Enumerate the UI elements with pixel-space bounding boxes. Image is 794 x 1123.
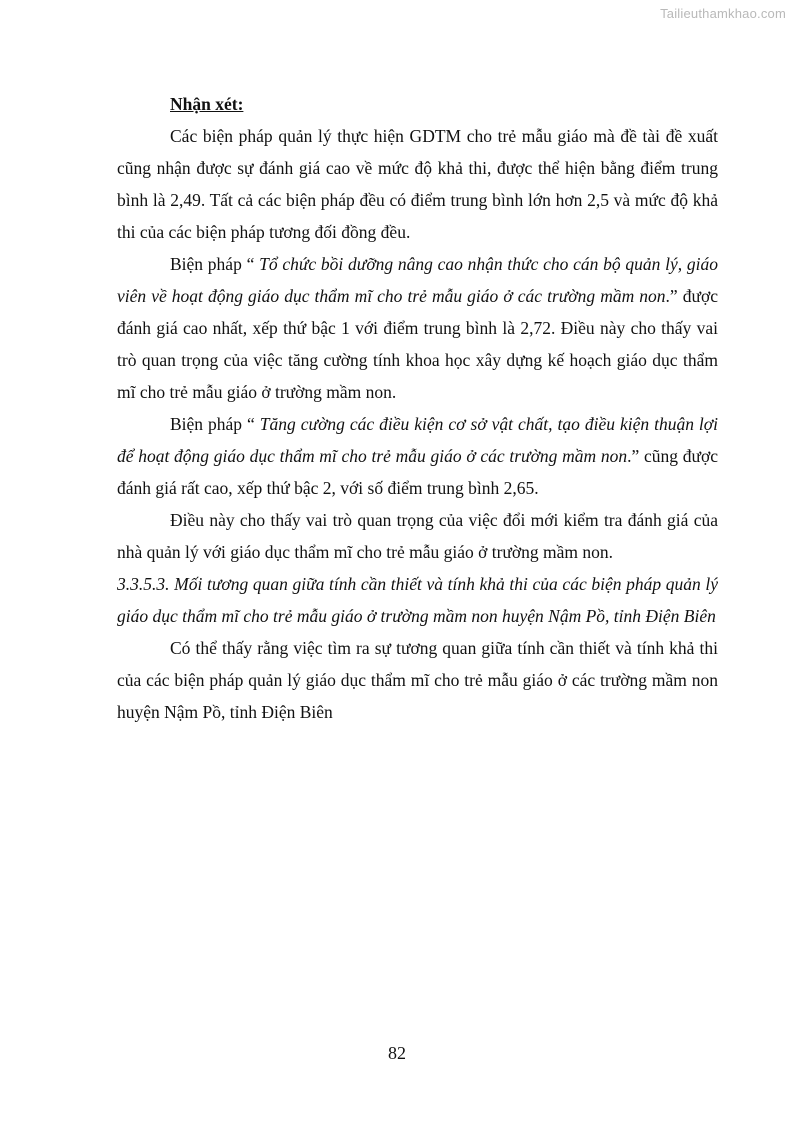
paragraph-3-after: .” cũng được đánh giá rất cao, xếp thứ bậc 2, với số điểm trung bình 2,65. <box>117 446 718 498</box>
heading-nhan-xet: Nhận xét: <box>170 94 244 114</box>
paragraph-2-italic: Tổ chức bồi dưỡng nâng cao nhận thức cho cán bộ quản lý, giáo viên về hoạt động giáo dục thẩm mĩ cho trẻ mẫu giáo ở các trường mầm non <box>117 254 718 306</box>
paragraph-3-before: Biện pháp “ <box>170 414 260 434</box>
paragraph-3-italic: Tăng cường các điều kiện cơ sở vật chất, tạo điều kiện thuận lợi để hoạt động giáo dục thẩm mĩ cho trẻ mẫu giáo ở các trường mầm non <box>117 414 718 466</box>
section-heading: 3.3.5.3. Mối tương quan giữa tính cần thiết và tính khả thi của các biện pháp quản lý giáo dục thẩm mĩ cho trẻ mẫu giáo ở trường mầm non huyện Nậm Pồ, tỉnh Điện Biên <box>117 574 718 626</box>
page-number: 82 <box>388 1043 406 1063</box>
paragraph-3 <box>117 408 718 504</box>
paragraph-2-before: Biện pháp “ <box>170 254 260 274</box>
paragraph-2 <box>117 248 718 408</box>
page-content <box>117 88 718 728</box>
paragraph-1: Các biện pháp quản lý thực hiện GDTM cho trẻ mẫu giáo mà đề tài đề xuất cũng nhận được sự đánh giá cao về mức độ khả thi, được thể hiện bằng điểm trung bình là 2,49. Tất cả các biện pháp đều có điểm trung bình lớn hơn 2,5 và mức độ khả thi của các biện pháp tương đối đồng đều. <box>117 126 718 242</box>
paragraph-5: Có thể thấy rằng việc tìm ra sự tương quan giữa tính cần thiết và tính khả thi của các biện pháp quản lý giáo dục thẩm mĩ cho trẻ mẫu giáo ở các trường mầm non huyện Nậm Pồ, tỉnh Điện Biên <box>117 638 718 722</box>
paragraph-2-after: .” được đánh giá cao nhất, xếp thứ bậc 1 với điểm trung bình là 2,72. Điều này cho thấy vai trò quan trọng của việc tăng cường tính khoa học xây dựng kế hoạch giáo dục thẩm mĩ cho trẻ mẫu giáo ở trường mầm non. <box>117 286 718 402</box>
paragraph-4: Điều này cho thấy vai trò quan trọng của việc đổi mới kiểm tra đánh giá của nhà quản lý với giáo dục thẩm mĩ cho trẻ mẫu giáo ở trường mầm non. <box>117 510 718 562</box>
watermark: Tailieuthamkhao.com <box>660 6 786 21</box>
